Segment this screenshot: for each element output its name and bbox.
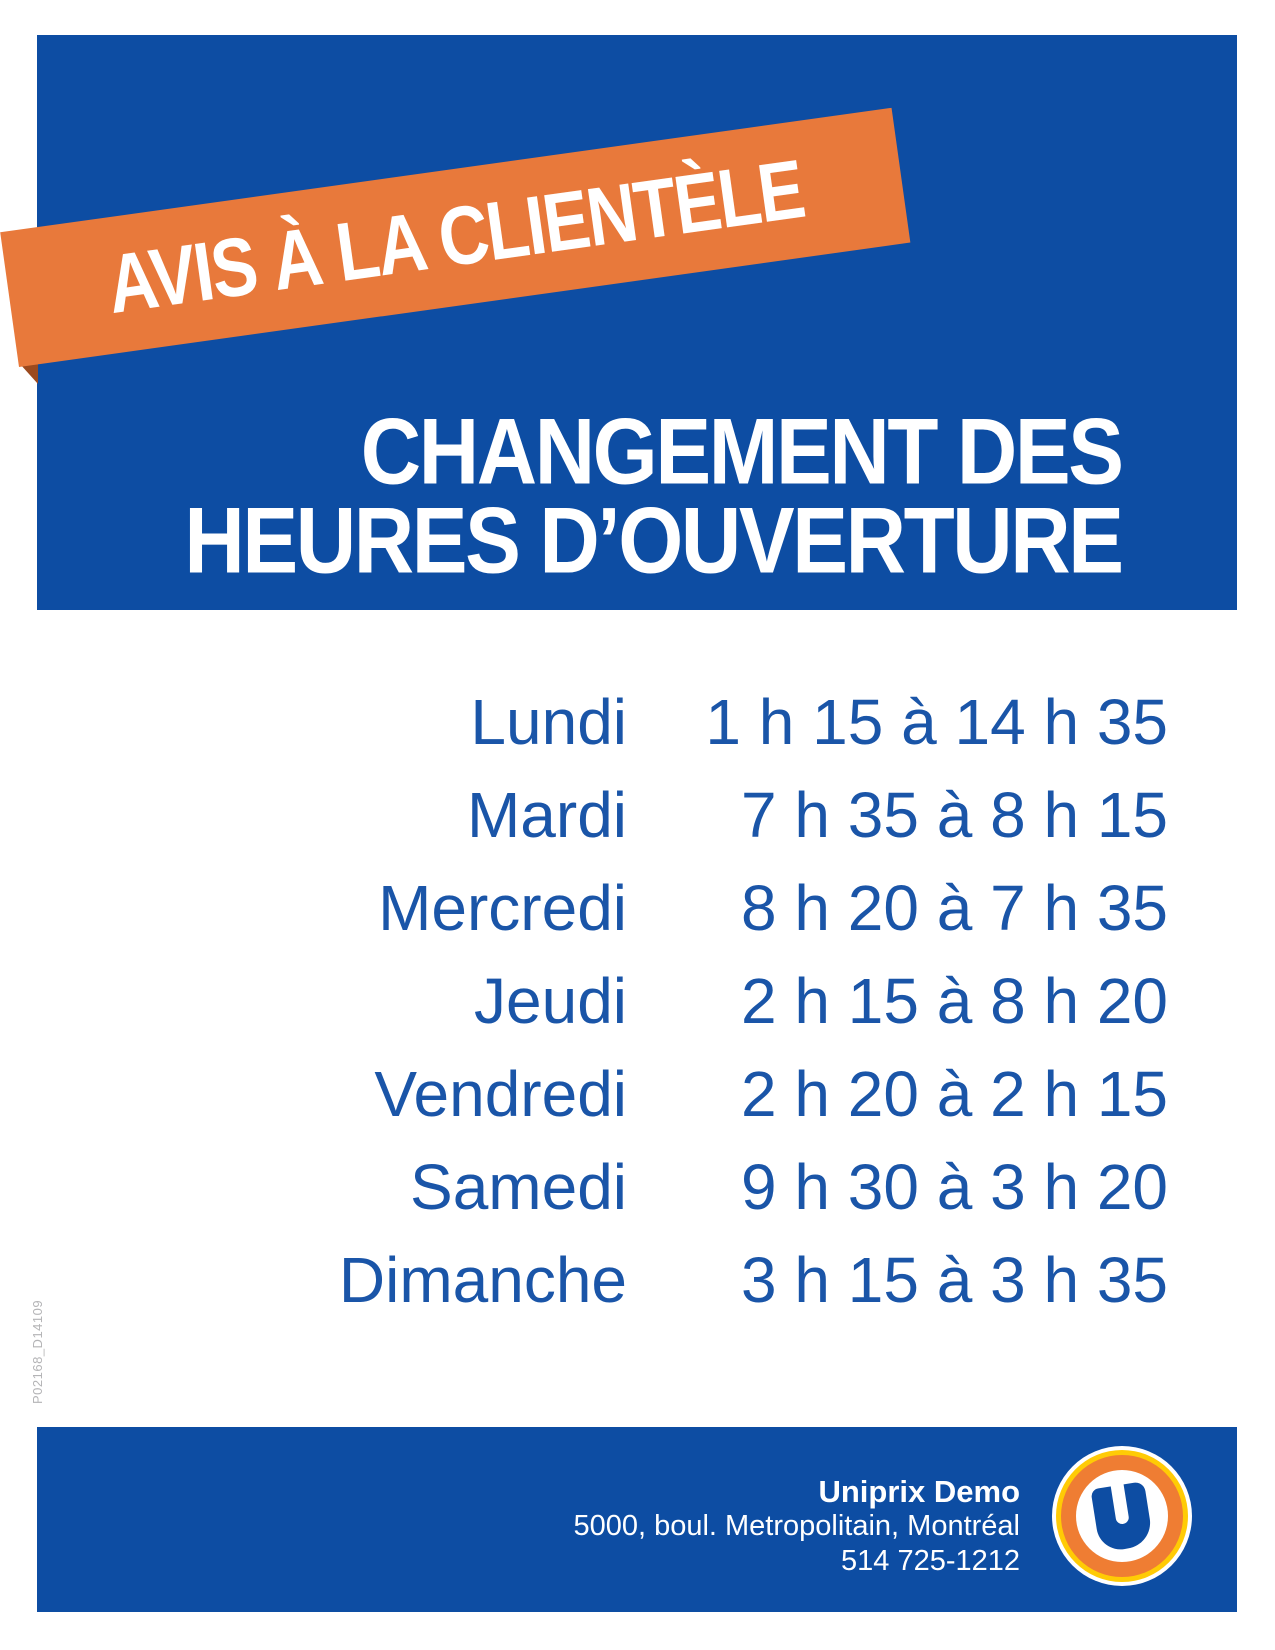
schedule-hours: 2 h 15 à 8 h 20 [740, 965, 1168, 1037]
store-name: Uniprix Demo [818, 1474, 1020, 1509]
schedule-day: Vendredi [374, 1058, 627, 1130]
schedule-row [0, 1141, 1168, 1234]
schedule-day: Mardi [466, 779, 627, 851]
schedule-day: Dimanche [338, 1244, 627, 1316]
schedule-hours: 7 h 35 à 8 h 15 [740, 779, 1168, 851]
schedule-row [0, 862, 1168, 955]
schedule-row [0, 1048, 1168, 1141]
schedule-row [0, 676, 1168, 769]
schedule-hours: 9 h 30 à 3 h 20 [740, 1151, 1168, 1223]
schedule-day: Jeudi [474, 965, 627, 1037]
schedule-hours: 1 h 15 à 14 h 35 [705, 686, 1168, 758]
schedule-table [0, 676, 1168, 1327]
poster-title-line2: HEURES D’OUVERTURE [184, 487, 1122, 593]
uniprix-logo-icon [1052, 1446, 1192, 1586]
logo-inner-circle [1076, 1470, 1168, 1562]
print-code: P02168_D14109 [30, 1299, 45, 1404]
store-address: 5000, boul. Metropolitain, Montréal [573, 1510, 1020, 1542]
schedule-row [0, 955, 1168, 1048]
schedule-day: Mercredi [378, 872, 627, 944]
poster-title-line1: CHANGEMENT DES [361, 398, 1122, 504]
store-info [573, 1474, 1020, 1579]
schedule-hours: 2 h 20 à 2 h 15 [740, 1058, 1168, 1130]
notice-banner-label: AVIS À LA CLIENTÈLE [101, 143, 809, 332]
poster-title [184, 398, 1122, 593]
schedule-row [0, 1234, 1168, 1327]
schedule-hours: 8 h 20 à 7 h 35 [740, 872, 1168, 944]
store-phone: 514 725-1212 [841, 1545, 1020, 1577]
schedule-hours: 3 h 15 à 3 h 35 [740, 1244, 1168, 1316]
logo-u-icon [1090, 1481, 1153, 1553]
logo-orange-ring [1061, 1455, 1183, 1577]
schedule-day: Samedi [410, 1151, 627, 1223]
schedule-day: Lundi [470, 686, 627, 758]
schedule-row [0, 769, 1168, 862]
footer [37, 1427, 1237, 1612]
logo-yellow-ring [1056, 1450, 1188, 1582]
